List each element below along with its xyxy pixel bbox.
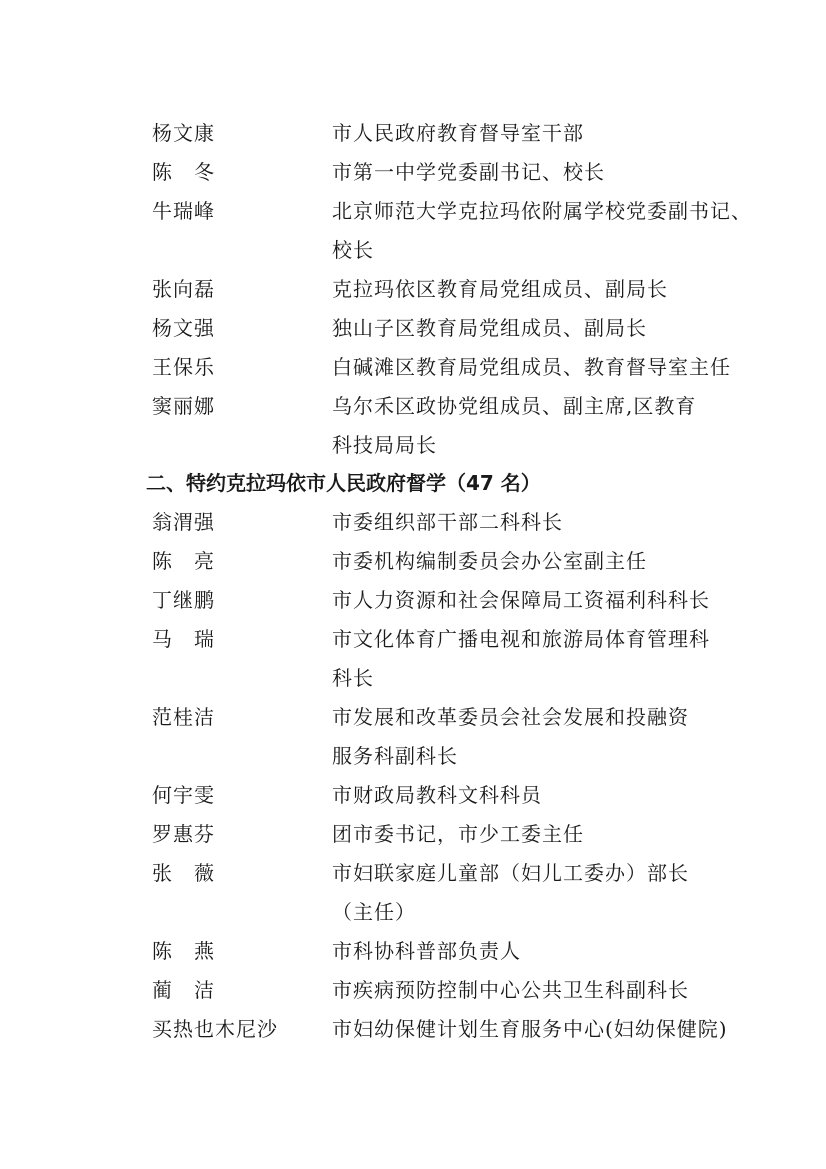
- person-position: 市委机构编制委员会办公室副主任: [332, 549, 647, 573]
- person-name: 张向磊: [152, 277, 215, 301]
- person-position: 乌尔禾区政协党组成员、副主席,区教育: [332, 394, 697, 418]
- list-item: [0, 854, 826, 924]
- list-item: [0, 1010, 826, 1049]
- list-item: [0, 542, 826, 581]
- list-item: [0, 387, 826, 457]
- person-position-continued: 科技局局长: [332, 433, 437, 457]
- list-item: [0, 348, 826, 387]
- list-item: [0, 698, 826, 768]
- person-position: 独山子区教育局党组成员、副局长: [332, 316, 647, 340]
- person-position: 市科协科普部负责人: [332, 939, 521, 963]
- person-position: 市人民政府教育督导室干部: [332, 121, 584, 145]
- person-position: 市妇联家庭儿童部（妇儿工委办）部长: [332, 861, 689, 885]
- list-item: [0, 815, 826, 854]
- person-name: 陈 冬: [152, 160, 215, 184]
- person-name: 陈 燕: [152, 939, 215, 963]
- person-position: 北京师范大学克拉玛依附属学校党委副书记、: [332, 199, 752, 223]
- person-position-continued: 服务科副科长: [332, 744, 458, 768]
- person-name: 范桂洁: [152, 705, 215, 729]
- person-position: 市文化体育广播电视和旅游局体育管理科: [332, 627, 710, 651]
- list-item: [0, 153, 826, 192]
- person-position: 市妇幼保健计划生育服务中心(妇幼保健院): [332, 1017, 728, 1041]
- person-position-continued: 科长: [332, 666, 374, 690]
- person-position: 团市委书记，市少工委主任: [332, 822, 584, 846]
- person-position-continued: （主任）: [332, 900, 416, 924]
- list-item: [0, 114, 826, 153]
- person-position: 白碱滩区教育局党组成员、教育督导室主任: [332, 355, 731, 379]
- person-name: 马 瑞: [152, 627, 215, 651]
- person-name: 牛瑞峰: [152, 199, 215, 223]
- person-position: 市委组织部干部二科科长: [332, 510, 563, 534]
- person-name: 张 薇: [152, 861, 215, 885]
- person-name: 杨文强: [152, 316, 215, 340]
- person-position: 市人力资源和社会保障局工资福利科科长: [332, 588, 710, 612]
- list-item: [0, 503, 826, 542]
- person-name: 何宇雯: [152, 783, 215, 807]
- person-name: 买热也木尼沙: [152, 1017, 278, 1041]
- person-position: 市财政局教科文科科员: [332, 783, 542, 807]
- person-name: 翁渭强: [152, 510, 215, 534]
- person-position: 市第一中学党委副书记、校长: [332, 160, 605, 184]
- list-item: [0, 776, 826, 815]
- person-name: 罗惠芬: [152, 822, 215, 846]
- person-position: 市发展和改革委员会社会发展和投融资: [332, 705, 689, 729]
- list-item: [0, 309, 826, 348]
- list-item: [0, 581, 826, 620]
- person-position: 克拉玛依区教育局党组成员、副局长: [332, 277, 668, 301]
- person-name: 窦丽娜: [152, 394, 215, 418]
- list-item: [0, 971, 826, 1010]
- person-name: 蔺 洁: [152, 978, 215, 1002]
- person-name: 杨文康: [152, 121, 215, 145]
- section-heading: 二、特约克拉玛依市人民政府督学（47 名）: [146, 471, 541, 495]
- person-name: 王保乐: [152, 355, 215, 379]
- list-item: [0, 932, 826, 971]
- list-item: [0, 270, 826, 309]
- person-position-continued: 校长: [332, 238, 374, 262]
- person-position: 市疾病预防控制中心公共卫生科副科长: [332, 978, 689, 1002]
- list-item: [0, 192, 826, 262]
- list-item: [0, 620, 826, 690]
- person-name: 陈 亮: [152, 549, 215, 573]
- person-name: 丁继鹏: [152, 588, 215, 612]
